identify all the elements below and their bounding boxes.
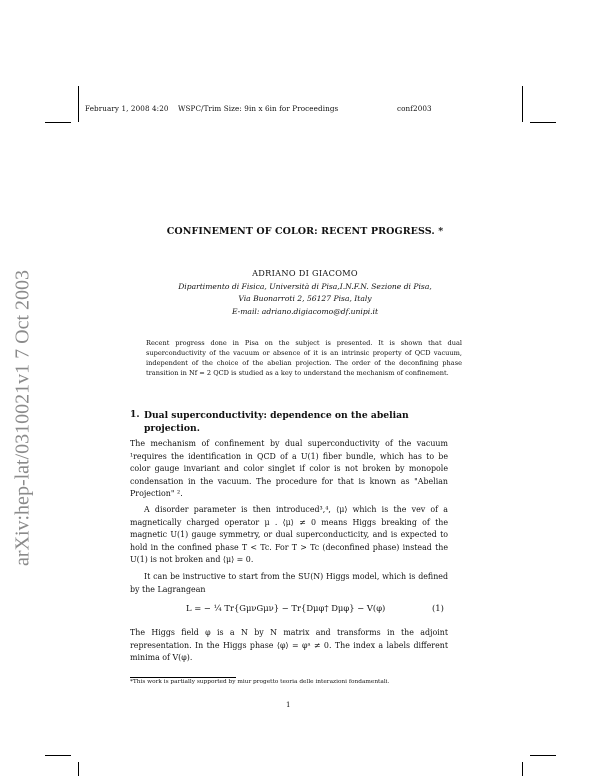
- paper-title: CONFINEMENT OF COLOR: RECENT PROGRESS. *: [166, 226, 444, 237]
- equation: L = − ¼ Tr{GμνGμν} − Tr{Dμφ† Dμφ} − V(φ): [186, 603, 386, 613]
- paper-author: ADRIANO DI GIACOMO: [252, 268, 358, 278]
- affiliation-email: E-mail: adriano.digiacomo@df.unipi.it: [231, 306, 379, 316]
- header-date: February 1, 2008 4:20: [85, 104, 169, 113]
- author-affiliation: [130, 281, 480, 318]
- crop-mark-bottom-right-h: [530, 755, 556, 756]
- crop-mark-bottom-left-h: [45, 755, 71, 756]
- crop-mark-top-right-h: [530, 122, 556, 123]
- affiliation-line: Dipartimento di Fisica, Università di Pisa,I.N.F.N. Sezione di Pisa,: [178, 282, 432, 291]
- crop-mark-bottom-left-v: [78, 762, 79, 776]
- crop-mark-top-left-v: [78, 86, 79, 122]
- section-title: Dual superconductivity: dependence on the abelian projection.: [144, 410, 409, 434]
- header-trim-size: WSPC/Trim Size: 9in x 6in for Proceedings: [178, 104, 339, 113]
- body-paragraph: A disorder parameter is then introduced³,⁴, ⟨μ⟩ which is the vev of a magnetically charged operator μ . ⟨μ⟩ ≠ 0 means Higgs breaking of the magnetic U(1) gauge symmetry, or dual superconducticity, and is expected to hold in the confined phase T < Tc. For T > Tc (deconfined phase) instead the U(1) is not broken and ⟨μ⟩ = 0.: [130, 505, 448, 564]
- body-paragraph: It can be instructive to start from the SU(N) Higgs model, which is defined by the Lagrangean: [130, 572, 448, 594]
- body-paragraph: The mechanism of confinement by dual superconductivity of the vacuum ¹requires the identification in QCD of a U(1) fiber bundle, which has to be color gauge invariant and color singlet if color is not broken by monopole condensation in the vacuum. The procedure for that is known as "Abelian Projection" ².: [130, 439, 448, 498]
- crop-mark-bottom-right-v: [522, 762, 523, 776]
- crop-mark-top-right-v: [522, 86, 523, 122]
- equation-number: (1): [432, 603, 444, 613]
- section-number: 1.: [130, 409, 140, 420]
- abstract: Recent progress done in Pisa on the subject is presented. It is shown that dual superconductivity of the vacuum or absence of it is an intrinsic property of QCD vacuum, independent of the choice of the abelian projection. The order of the deconfining phase transition in Nf = 2 QCD is studied as a key to understand the mechanism of confinement.: [146, 339, 462, 377]
- header-conference: conf2003: [397, 104, 432, 113]
- footnote: *This work is partially supported by miur progetto teoria delle interazioni fondamentali.: [130, 679, 390, 685]
- crop-mark-top-left-h: [45, 122, 71, 123]
- affiliation-line: Via Buonarroti 2, 56127 Pisa, Italy: [238, 294, 372, 304]
- footnote-rule: [130, 677, 236, 678]
- arxiv-stamp: arXiv:hep-lat/0310021v1 7 Oct 2003: [11, 269, 34, 567]
- page-number: 1: [286, 701, 291, 709]
- body-paragraph: The Higgs field φ is a N by N matrix and transforms in the adjoint representation. In the Higgs phase ⟨φ⟩ = φᵃ ≠ 0. The index a labels different minima of V(φ).: [130, 628, 448, 662]
